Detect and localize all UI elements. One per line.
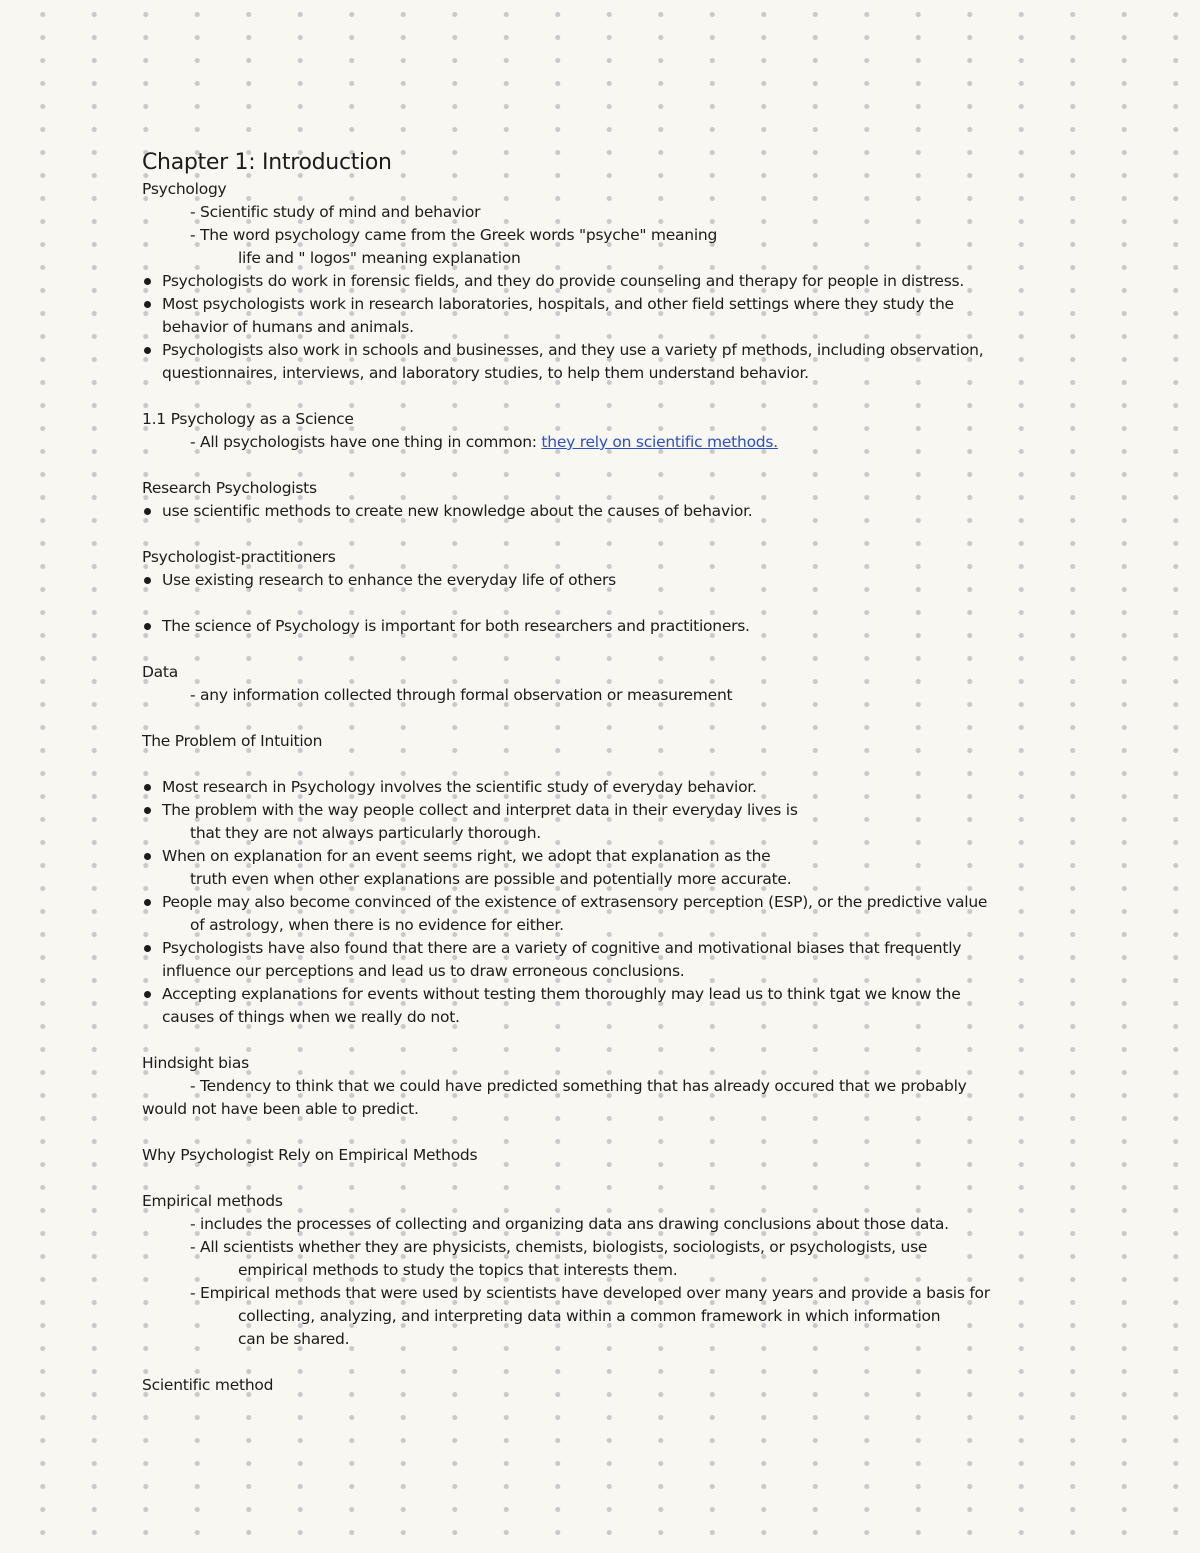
bullet-item-cont: influence our perceptions and lead us to draw erroneous conclusions. — [162, 962, 685, 980]
spacer — [142, 385, 1062, 408]
definition-line-cont: empirical methods to study the topics that interests them. — [238, 1261, 678, 1279]
definition-line — [142, 431, 1062, 454]
definition-line-cont: can be shared. — [238, 1330, 350, 1348]
spacer — [142, 592, 1062, 615]
page-title: Chapter 1: Introduction — [142, 150, 392, 175]
bullet-item: The problem with the way people collect and interpret data in their everyday lives is — [142, 799, 1062, 822]
bullet-item-cont: truth even when other explanations are possible and potentially more accurate. — [190, 870, 792, 888]
heading-empirical-methods: Empirical methods — [142, 1192, 283, 1210]
bullet-item-cont: that they are not always particularly thorough. — [190, 824, 541, 842]
bullet-item: use scientific methods to create new knowledge about the causes of behavior. — [142, 500, 1062, 523]
definition-line-cont: collecting, analyzing, and interpreting data within a common framework in which information — [238, 1307, 941, 1325]
definition-line: - includes the processes of collecting and organizing data ans drawing conclusions about those data. — [190, 1215, 949, 1233]
definition-line: - Tendency to think that we could have predicted something that has already occured that we probably — [190, 1077, 967, 1095]
definition-line: - Empirical methods that were used by scientists have developed over many years and provide a basis for — [190, 1284, 990, 1302]
science-text: - All psychologists have one thing in common: — [190, 433, 542, 451]
spacer — [142, 1029, 1062, 1052]
bullet-item-cont: of astrology, when there is no evidence for either. — [190, 916, 564, 934]
heading-why-empirical: Why Psychologist Rely on Empirical Methods — [142, 1146, 478, 1164]
spacer — [142, 1121, 1062, 1144]
spacer — [142, 1351, 1062, 1374]
bullet-item: Psychologists do work in forensic fields, and they do provide counseling and therapy for people in distress. — [142, 270, 1062, 293]
scientific-methods-link[interactable]: they rely on scientific methods. — [541, 433, 778, 451]
bullet-item-cont: behavior of humans and animals. — [162, 318, 414, 336]
bullet-item: Psychologists also work in schools and businesses, and they use a variety pf methods, including observation, — [142, 339, 1062, 362]
spacer — [142, 523, 1062, 546]
heading-scientific-method: Scientific method — [142, 1376, 274, 1394]
bullet-item: Use existing research to enhance the everyday life of others — [142, 569, 1062, 592]
definition-line: - The word psychology came from the Greek words "psyche" meaning — [190, 226, 718, 244]
bullet-item-cont: questionnaires, interviews, and laboratory studies, to help them understand behavior. — [162, 364, 809, 382]
spacer — [142, 1167, 1062, 1190]
bullet-item: People may also become convinced of the existence of extrasensory perception (ESP), or the predictive value — [142, 891, 1062, 914]
heading-research-psychologists: Research Psychologists — [142, 479, 317, 497]
heading-practitioners: Psychologist-practitioners — [142, 548, 336, 566]
heading-psychology-as-science: 1.1 Psychology as a Science — [142, 410, 354, 428]
heading-hindsight-bias: Hindsight bias — [142, 1054, 249, 1072]
bullet-item: The science of Psychology is important for both researchers and practitioners. — [142, 615, 1062, 638]
bullet-item: Psychologists have also found that there are a variety of cognitive and motivational biases that frequently — [142, 937, 1062, 960]
spacer — [142, 753, 1062, 776]
bullet-item: Most psychologists work in research laboratories, hospitals, and other field settings where they study the — [142, 293, 1062, 316]
bullet-item: When on explanation for an event seems right, we adopt that explanation as the — [142, 845, 1062, 868]
heading-data: Data — [142, 663, 179, 681]
bullet-item-cont: causes of things when we really do not. — [162, 1008, 460, 1026]
definition-line: - any information collected through formal observation or measurement — [190, 686, 733, 704]
definition-line-cont: life and " logos" meaning explanation — [238, 249, 521, 267]
definition-line: - All scientists whether they are physicists, chemists, biologists, sociologists, or psychologists, use — [190, 1238, 928, 1256]
heading-psychology: Psychology — [142, 180, 227, 198]
spacer — [142, 707, 1062, 730]
bullet-item: Accepting explanations for events without testing them thoroughly may lead us to think tgat we know the — [142, 983, 1062, 1006]
definition-line-cont: would not have been able to predict. — [142, 1100, 419, 1118]
heading-problem-of-intuition: The Problem of Intuition — [142, 732, 323, 750]
bullet-item: Most research in Psychology involves the scientific study of everyday behavior. — [142, 776, 1062, 799]
spacer — [142, 454, 1062, 477]
definition-line: - Scientific study of mind and behavior — [190, 203, 481, 221]
spacer — [142, 638, 1062, 661]
notes-page — [142, 148, 1062, 1397]
